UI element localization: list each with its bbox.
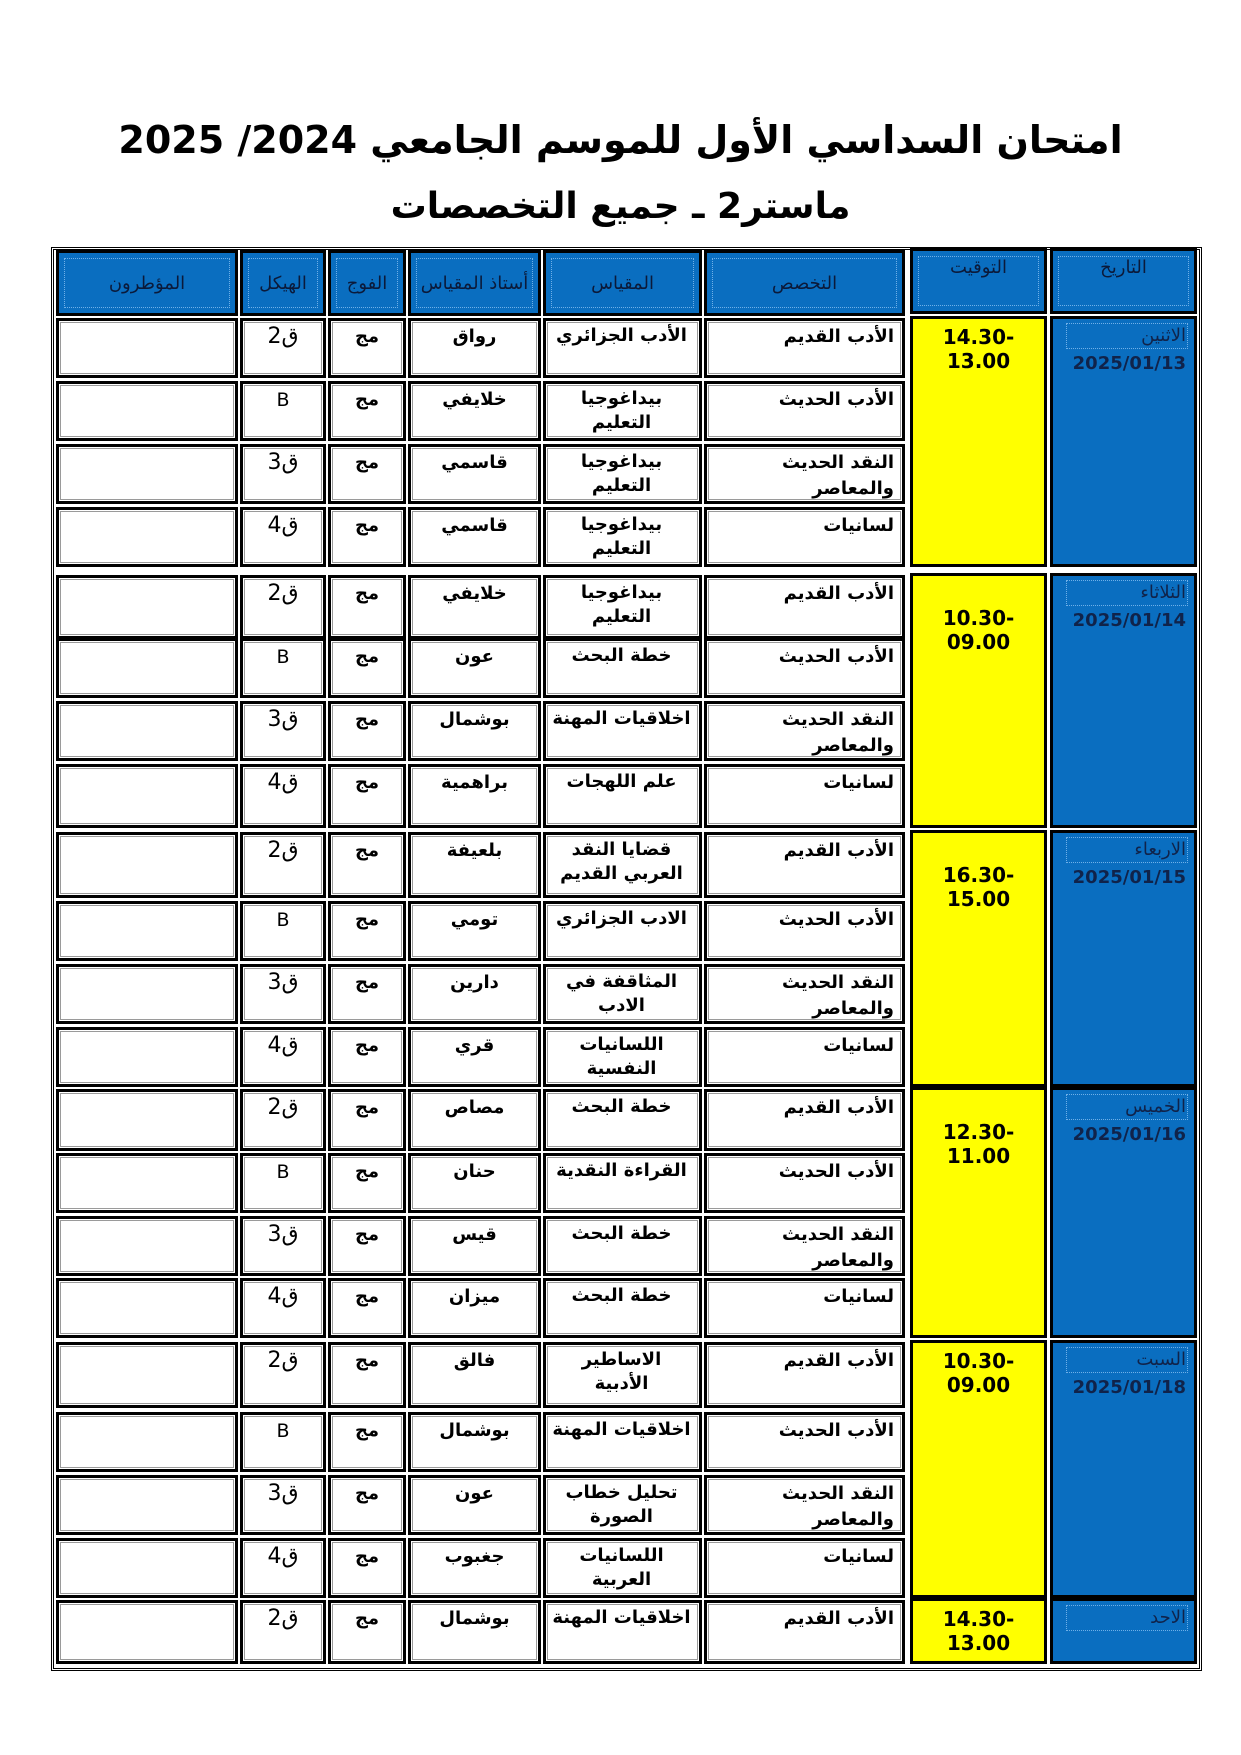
professor-cell: [408, 1475, 541, 1535]
group-text: مج: [354, 1608, 380, 1629]
hall-cell: [240, 1278, 326, 1338]
specialty-cell: [704, 381, 905, 441]
header-hall-label: الهيكل: [259, 272, 307, 294]
header-supervisors: [56, 250, 238, 316]
group-cell: [328, 1089, 406, 1151]
supervisors-cell[interactable]: [56, 1342, 238, 1408]
day-name: الاحد: [1150, 1607, 1186, 1628]
module-cell: [543, 318, 702, 378]
professor-text: بوشمال: [439, 709, 510, 730]
specialty-cell: [704, 1089, 905, 1151]
hall-text: ق4: [267, 1033, 299, 1058]
module-cell: [543, 901, 702, 961]
professor-cell: [408, 381, 541, 441]
professor-text: خلايفي: [442, 583, 507, 604]
hall-cell: [240, 507, 326, 567]
specialty-cell: [704, 444, 905, 504]
module-text: بيداغوجيا التعليم: [580, 514, 663, 559]
hall-cell: [240, 1089, 326, 1151]
specialty-cell: [704, 1027, 905, 1087]
module-cell: [543, 507, 702, 567]
supervisors-cell[interactable]: [56, 832, 238, 898]
supervisors-cell[interactable]: [56, 638, 238, 698]
specialty-cell: [704, 832, 905, 898]
professor-text: تومي: [450, 909, 499, 930]
professor-text: خلايفي: [442, 389, 507, 410]
group-cell: [328, 507, 406, 567]
day-name: الاثنين: [1141, 325, 1186, 346]
specialty-text: الأدب الحديث: [778, 909, 894, 930]
group-text: مج: [354, 452, 380, 473]
professor-text: بلعيفة: [446, 840, 503, 861]
module-cell: [543, 701, 702, 761]
hall-text: B: [276, 1161, 290, 1183]
module-text: علم اللهجات: [566, 771, 677, 792]
professor-text: بوشمال: [439, 1608, 510, 1629]
hall-cell: [240, 1027, 326, 1087]
supervisors-cell[interactable]: [56, 507, 238, 567]
module-cell: [543, 1538, 702, 1598]
header-date: [1050, 248, 1197, 314]
module-text: قضايا النقد العربي القديم: [560, 839, 683, 884]
specialty-text: الأدب الحديث: [778, 1420, 894, 1441]
specialty-cell: [704, 507, 905, 567]
module-cell: [543, 1412, 702, 1472]
header-group-label: الفوج: [346, 272, 388, 294]
professor-cell: [408, 1342, 541, 1408]
supervisors-cell[interactable]: [56, 964, 238, 1024]
page-title: امتحان السداسي الأول للموسم الجامعي 2024/ 2025: [118, 118, 1123, 162]
hall-text: ق3: [267, 970, 299, 995]
group-cell: [328, 964, 406, 1024]
group-cell: [328, 764, 406, 828]
group-cell: [328, 638, 406, 698]
day-date: 2025/01/18: [1072, 1377, 1186, 1398]
module-text: الأدب الجزائري: [556, 325, 687, 346]
professor-text: عون: [455, 646, 494, 667]
time-slot: 12.30-11.00: [942, 1120, 1015, 1168]
module-cell: [543, 1600, 702, 1664]
specialty-text: الأدب الحديث: [778, 1161, 894, 1182]
hall-text: ق3: [267, 1222, 299, 1247]
group-text: مج: [354, 646, 380, 667]
professor-text: فالق: [453, 1350, 496, 1371]
day-cell: [1050, 1340, 1197, 1598]
header-professor: [408, 250, 541, 316]
supervisors-cell[interactable]: [56, 1538, 238, 1598]
day-cell: [1050, 1087, 1197, 1338]
professor-cell: [408, 964, 541, 1024]
module-text: المثاقفة في الادب: [565, 971, 678, 1016]
hall-text: ق2: [267, 581, 299, 606]
group-cell: [328, 1342, 406, 1408]
hall-cell: [240, 1412, 326, 1472]
time-slot: 14.30-13.00: [942, 1607, 1015, 1655]
module-cell: [543, 1153, 702, 1213]
time-cell: [910, 573, 1047, 828]
header-time-label: التوقيت: [950, 257, 1007, 278]
module-cell: [543, 1475, 702, 1535]
specialty-text: النقد الحديث والمعاصر: [781, 452, 894, 499]
module-cell: [543, 832, 702, 898]
time-cell: [910, 1087, 1047, 1338]
professor-text: ميزان: [448, 1286, 501, 1307]
group-cell: [328, 575, 406, 639]
day-name: السبت: [1136, 1349, 1186, 1370]
professor-cell: [408, 318, 541, 378]
hall-cell: [240, 1475, 326, 1535]
supervisors-cell[interactable]: [56, 575, 238, 639]
specialty-text: الأدب القديم: [783, 583, 894, 604]
specialty-cell: [704, 1342, 905, 1408]
specialty-text: النقد الحديث والمعاصر: [781, 1224, 894, 1271]
specialty-text: الأدب القديم: [783, 1350, 894, 1371]
header-hall: [240, 250, 326, 316]
professor-text: حنان: [453, 1161, 496, 1182]
professor-text: قاسمي: [441, 452, 508, 473]
group-cell: [328, 832, 406, 898]
group-text: مج: [354, 326, 380, 347]
group-cell: [328, 901, 406, 961]
module-cell: [543, 1278, 702, 1338]
day-date: 2025/01/13: [1072, 353, 1186, 374]
header-module: [543, 250, 702, 316]
hall-text: ق2: [267, 1095, 299, 1120]
specialty-cell: [704, 764, 905, 828]
group-text: مج: [354, 909, 380, 930]
group-cell: [328, 1027, 406, 1087]
group-text: مج: [354, 1286, 380, 1307]
supervisors-cell[interactable]: [56, 1412, 238, 1472]
hall-text: ق2: [267, 324, 299, 349]
header-date-label: التاريخ: [1100, 257, 1147, 278]
module-cell: [543, 1216, 702, 1276]
group-text: مج: [354, 389, 380, 410]
time-cell: [910, 1340, 1047, 1598]
group-text: مج: [354, 840, 380, 861]
hall-text: ق2: [267, 1606, 299, 1631]
group-cell: [328, 318, 406, 378]
module-text: بيداغوجيا التعليم: [580, 582, 663, 627]
professor-cell: [408, 1216, 541, 1276]
hall-text: ق4: [267, 770, 299, 795]
supervisors-cell[interactable]: [56, 1475, 238, 1535]
specialty-cell: [704, 1600, 905, 1664]
professor-text: قاسمي: [441, 515, 508, 536]
module-text: الاساطير الأدبية: [581, 1349, 662, 1394]
professor-cell: [408, 764, 541, 828]
hall-cell: [240, 381, 326, 441]
specialty-cell: [704, 1153, 905, 1213]
hall-text: ق4: [267, 1284, 299, 1309]
professor-cell: [408, 1278, 541, 1338]
group-text: مج: [354, 972, 380, 993]
professor-text: مصاص: [444, 1097, 505, 1118]
module-cell: [543, 444, 702, 504]
professor-cell: [408, 901, 541, 961]
hall-text: ق3: [267, 450, 299, 475]
specialty-cell: [704, 575, 905, 639]
hall-text: ق3: [267, 707, 299, 732]
group-cell: [328, 1153, 406, 1213]
module-text: الادب الجزائري: [556, 908, 687, 929]
professor-cell: [408, 575, 541, 639]
module-text: القراءة النقدية: [556, 1160, 687, 1181]
professor-cell: [408, 701, 541, 761]
header-specialty: [704, 250, 905, 316]
supervisors-cell[interactable]: [56, 1153, 238, 1213]
professor-cell: [408, 832, 541, 898]
group-text: مج: [354, 772, 380, 793]
group-text: مج: [354, 709, 380, 730]
group-cell: [328, 1600, 406, 1664]
page-subtitle: ماستر2 ـ جميع التخصصات: [390, 186, 851, 227]
day-name: الثلاثاء: [1140, 582, 1186, 603]
module-cell: [543, 764, 702, 828]
time-slot: 10.30-09.00: [942, 1349, 1015, 1397]
professor-cell: [408, 444, 541, 504]
day-cell: [1050, 573, 1197, 828]
specialty-text: الأدب القديم: [783, 326, 894, 347]
hall-cell: [240, 832, 326, 898]
group-cell: [328, 1278, 406, 1338]
specialty-text: الأدب القديم: [783, 1097, 894, 1118]
specialty-text: لسانيات: [823, 515, 894, 536]
day-date: 2025/01/15: [1072, 867, 1186, 888]
specialty-cell: [704, 1216, 905, 1276]
hall-text: B: [276, 389, 290, 411]
hall-text: ق3: [267, 1481, 299, 1506]
hall-cell: [240, 444, 326, 504]
group-cell: [328, 381, 406, 441]
hall-cell: [240, 575, 326, 639]
hall-cell: [240, 1216, 326, 1276]
module-text: اخلاقيات المهنة: [552, 1607, 691, 1628]
supervisors-cell[interactable]: [56, 1027, 238, 1087]
hall-text: ق2: [267, 1348, 299, 1373]
specialty-text: لسانيات: [823, 1546, 894, 1567]
professor-text: قري: [454, 1035, 495, 1056]
supervisors-cell[interactable]: [56, 1216, 238, 1276]
specialty-text: النقد الحديث والمعاصر: [781, 1483, 894, 1530]
professor-cell: [408, 1538, 541, 1598]
professor-text: دارين: [450, 972, 499, 993]
module-text: اللسانيات النفسية: [579, 1034, 664, 1079]
professor-text: رواق: [452, 326, 497, 347]
time-cell: [910, 316, 1047, 567]
time-slot: 10.30-09.00: [942, 606, 1015, 654]
header-module-label: المقياس: [591, 272, 654, 294]
specialty-cell: [704, 964, 905, 1024]
supervisors-cell[interactable]: [56, 701, 238, 761]
header-professor-label: أستاذ المقياس: [420, 272, 529, 294]
hall-text: ق4: [267, 513, 299, 538]
day-cell: [1050, 830, 1197, 1087]
professor-cell: [408, 1412, 541, 1472]
group-cell: [328, 701, 406, 761]
module-cell: [543, 1027, 702, 1087]
professor-text: قيس: [452, 1224, 497, 1245]
module-cell: [543, 575, 702, 639]
specialty-cell: [704, 638, 905, 698]
specialty-text: لسانيات: [823, 772, 894, 793]
specialty-cell: [704, 701, 905, 761]
specialty-text: الأدب القديم: [783, 1608, 894, 1629]
supervisors-cell[interactable]: [56, 1089, 238, 1151]
module-text: اللسانيات العربية: [579, 1545, 664, 1590]
professor-text: عون: [455, 1483, 494, 1504]
supervisors-cell[interactable]: [56, 444, 238, 504]
specialty-cell: [704, 1412, 905, 1472]
group-cell: [328, 1216, 406, 1276]
group-cell: [328, 1412, 406, 1472]
group-text: مج: [354, 1546, 380, 1567]
group-text: مج: [354, 583, 380, 604]
day-date: 2025/01/14: [1072, 610, 1186, 631]
module-text: خطة البحث: [571, 1285, 672, 1306]
group-text: مج: [354, 1224, 380, 1245]
hall-cell: [240, 901, 326, 961]
supervisors-cell[interactable]: [56, 901, 238, 961]
group-cell: [328, 444, 406, 504]
time-slot: 16.30-15.00: [942, 863, 1015, 911]
hall-text: ق4: [267, 1544, 299, 1569]
professor-cell: [408, 638, 541, 698]
specialty-text: النقد الحديث والمعاصر: [781, 972, 894, 1019]
specialty-text: الأدب القديم: [783, 840, 894, 861]
supervisors-cell[interactable]: [56, 1600, 238, 1664]
hall-cell: [240, 1538, 326, 1598]
hall-text: B: [276, 646, 290, 668]
hall-text: ق2: [267, 838, 299, 863]
hall-cell: [240, 318, 326, 378]
specialty-text: لسانيات: [823, 1286, 894, 1307]
professor-text: بوشمال: [439, 1420, 510, 1441]
module-text: بيداغوجيا التعليم: [580, 388, 663, 433]
specialty-cell: [704, 318, 905, 378]
time-slot: 14.30-13.00: [942, 325, 1015, 373]
time-cell: [910, 830, 1047, 1087]
hall-cell: [240, 1342, 326, 1408]
module-cell: [543, 1089, 702, 1151]
supervisors-cell[interactable]: [56, 764, 238, 828]
specialty-cell: [704, 1475, 905, 1535]
group-cell: [328, 1538, 406, 1598]
hall-cell: [240, 1153, 326, 1213]
professor-cell: [408, 1027, 541, 1087]
module-cell: [543, 381, 702, 441]
hall-cell: [240, 964, 326, 1024]
hall-cell: [240, 764, 326, 828]
professor-text: براهمية: [441, 772, 508, 793]
professor-cell: [408, 1089, 541, 1151]
specialty-text: النقد الحديث والمعاصر: [781, 709, 894, 756]
module-text: بيداغوجيا التعليم: [580, 451, 663, 496]
group-text: مج: [354, 1035, 380, 1056]
module-text: خطة البحث: [571, 1223, 672, 1244]
group-text: مج: [354, 1350, 380, 1371]
hall-text: B: [276, 1420, 290, 1442]
group-text: مج: [354, 1420, 380, 1441]
specialty-text: الأدب الحديث: [778, 646, 894, 667]
module-text: تحليل خطاب الصورة: [565, 1482, 678, 1527]
module-text: اخلاقيات المهنة: [552, 708, 691, 729]
specialty-cell: [704, 1278, 905, 1338]
professor-cell: [408, 507, 541, 567]
day-cell: [1050, 316, 1197, 567]
group-text: مج: [354, 1097, 380, 1118]
specialty-cell: [704, 1538, 905, 1598]
day-name: الخميس: [1125, 1096, 1186, 1117]
day-cell: [1050, 1598, 1197, 1664]
day-name: الاربعاء: [1134, 839, 1186, 860]
supervisors-cell[interactable]: [56, 381, 238, 441]
header-group: [328, 250, 406, 316]
module-text: خطة البحث: [571, 1096, 672, 1117]
header-specialty-label: التخصص: [771, 272, 838, 294]
module-text: اخلاقيات المهنة: [552, 1419, 691, 1440]
module-cell: [543, 964, 702, 1024]
specialty-cell: [704, 901, 905, 961]
module-cell: [543, 1342, 702, 1408]
module-cell: [543, 638, 702, 698]
hall-cell: [240, 701, 326, 761]
hall-text: B: [276, 909, 290, 931]
professor-text: جغبوب: [444, 1546, 505, 1567]
professor-cell: [408, 1600, 541, 1664]
supervisors-cell[interactable]: [56, 1278, 238, 1338]
hall-cell: [240, 638, 326, 698]
specialty-text: الأدب الحديث: [778, 389, 894, 410]
specialty-text: لسانيات: [823, 1035, 894, 1056]
module-text: خطة البحث: [571, 645, 672, 666]
time-cell: [910, 1598, 1047, 1664]
professor-cell: [408, 1153, 541, 1213]
supervisors-cell[interactable]: [56, 318, 238, 378]
hall-cell: [240, 1600, 326, 1664]
header-time: [910, 248, 1047, 314]
header-supervisors-label: المؤطرون: [108, 272, 186, 294]
group-text: مج: [354, 1161, 380, 1182]
group-text: مج: [354, 515, 380, 536]
group-text: مج: [354, 1483, 380, 1504]
group-cell: [328, 1475, 406, 1535]
day-date: 2025/01/16: [1072, 1124, 1186, 1145]
